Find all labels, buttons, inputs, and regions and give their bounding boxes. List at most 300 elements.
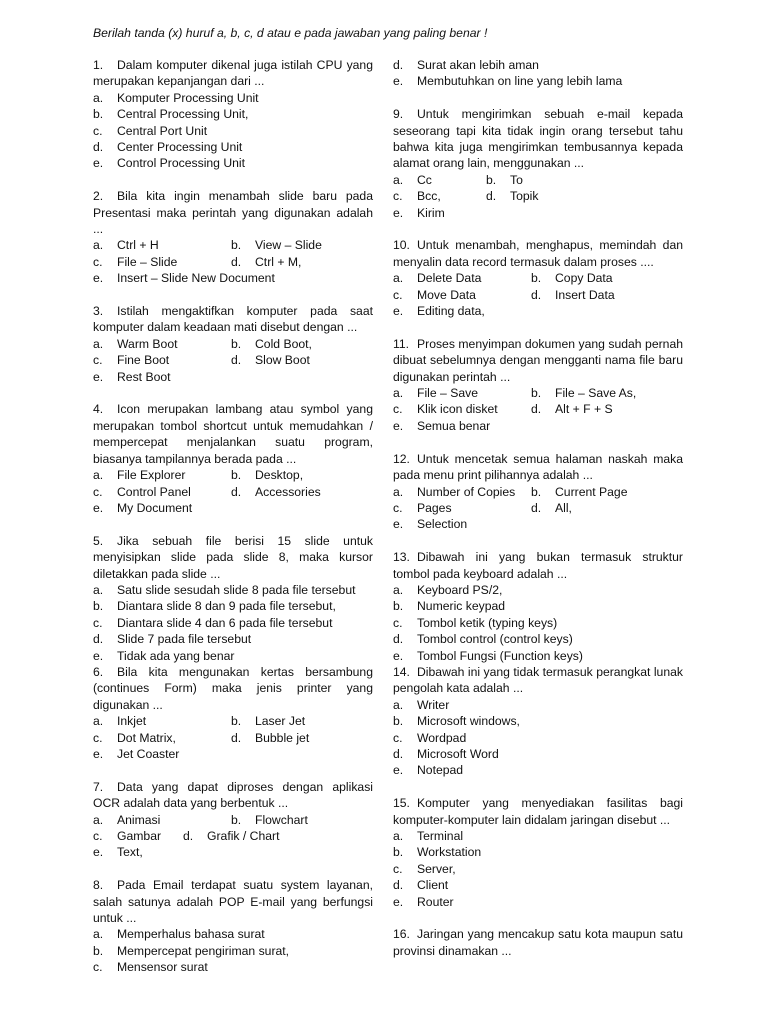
option-d[interactable] bbox=[531, 401, 613, 417]
question-8 bbox=[93, 877, 373, 975]
option-letter: a. bbox=[93, 582, 104, 597]
option-text: Pages bbox=[417, 500, 452, 515]
question-number: 14. bbox=[393, 664, 410, 679]
option-row bbox=[93, 467, 373, 483]
option-text: Desktop, bbox=[255, 468, 304, 483]
option-letter: b. bbox=[231, 238, 242, 253]
option-text: Mensensor surat bbox=[117, 960, 208, 975]
option-e[interactable] bbox=[393, 894, 683, 910]
option-c[interactable] bbox=[93, 484, 231, 500]
question-number: 2. bbox=[93, 189, 104, 204]
option-letter: b. bbox=[486, 172, 497, 187]
option-a[interactable] bbox=[93, 467, 231, 483]
option-row bbox=[393, 401, 683, 417]
option-c[interactable] bbox=[93, 123, 373, 139]
option-letter: c. bbox=[93, 353, 103, 368]
option-d[interactable] bbox=[393, 57, 683, 73]
option-text: Mempercepat pengiriman surat, bbox=[117, 943, 290, 958]
option-a[interactable] bbox=[93, 336, 231, 352]
option-row bbox=[393, 270, 683, 286]
option-letter: e. bbox=[93, 500, 104, 515]
option-a[interactable] bbox=[93, 237, 231, 253]
option-text: Warm Boot bbox=[117, 336, 178, 351]
option-e[interactable] bbox=[393, 73, 683, 89]
question-8-continued bbox=[393, 57, 683, 90]
question-13 bbox=[393, 549, 683, 664]
option-e[interactable] bbox=[93, 155, 373, 171]
option-text: Topik bbox=[510, 189, 539, 204]
question-stem bbox=[393, 336, 683, 385]
option-text: Laser Jet bbox=[255, 714, 306, 729]
option-text: My Document bbox=[117, 500, 193, 515]
option-row bbox=[93, 484, 373, 500]
option-c[interactable] bbox=[93, 352, 231, 368]
option-letter: d. bbox=[393, 632, 404, 647]
option-text: File – Slide bbox=[117, 254, 178, 269]
option-b[interactable] bbox=[486, 172, 523, 188]
option-a[interactable] bbox=[93, 713, 231, 729]
option-letter: a. bbox=[393, 829, 404, 843]
question-number: 16. bbox=[393, 927, 410, 942]
option-letter: b. bbox=[231, 336, 242, 351]
option-c[interactable] bbox=[393, 188, 486, 204]
option-letter: d. bbox=[393, 746, 404, 761]
option-b[interactable] bbox=[231, 812, 308, 828]
question-3 bbox=[93, 303, 373, 385]
option-text: Center Processing Unit bbox=[117, 140, 243, 155]
option-a[interactable] bbox=[393, 270, 531, 286]
question-number: 3. bbox=[93, 304, 104, 319]
question-15 bbox=[393, 795, 683, 910]
option-text: Copy Data bbox=[555, 271, 613, 286]
option-letter: c. bbox=[93, 123, 103, 138]
option-text: Diantara slide 4 dan 6 pada file tersebut bbox=[117, 615, 333, 630]
option-text: Surat akan lebih aman bbox=[417, 58, 539, 72]
question-text: Icon merupakan lambang atau symbol yang merupakan tombol shortcut untuk memudahkan / mempercepat menjalankan suatu program, biasanya tampilannya berada pada ... bbox=[93, 402, 373, 466]
option-letter: d. bbox=[393, 878, 404, 893]
question-5 bbox=[93, 533, 373, 664]
question-14 bbox=[393, 664, 683, 779]
option-row bbox=[93, 336, 373, 352]
option-letter: b. bbox=[531, 484, 542, 499]
option-text: Jet Coaster bbox=[117, 747, 180, 761]
option-text: Control Panel bbox=[117, 484, 191, 499]
option-e[interactable] bbox=[93, 844, 373, 860]
option-letter: c. bbox=[93, 484, 103, 499]
option-letter: b. bbox=[93, 943, 104, 958]
question-stem bbox=[393, 795, 683, 828]
option-text: Dot Matrix, bbox=[117, 730, 176, 745]
option-c[interactable] bbox=[393, 401, 531, 417]
option-letter: b. bbox=[231, 812, 242, 827]
option-row bbox=[93, 352, 373, 368]
option-text: Wordpad bbox=[417, 730, 467, 745]
question-text: Jika sebuah file berisi 15 slide untuk menyisipkan slide pada slide 8, maka kursor diletakkan pada slide ... bbox=[93, 533, 373, 581]
option-letter: b. bbox=[393, 599, 404, 614]
option-text: Kirim bbox=[417, 205, 445, 220]
option-e[interactable] bbox=[393, 303, 683, 319]
option-a[interactable] bbox=[93, 90, 373, 106]
question-text: Data yang dapat diproses dengan aplikasi OCR adalah data yang berbentuk ... bbox=[93, 779, 373, 811]
option-d[interactable] bbox=[486, 188, 538, 204]
option-c[interactable] bbox=[93, 828, 183, 844]
option-text: Writer bbox=[417, 697, 450, 712]
option-text: Editing data, bbox=[417, 304, 485, 319]
right-column bbox=[393, 57, 683, 959]
option-letter: a. bbox=[393, 172, 404, 187]
option-d[interactable] bbox=[231, 254, 301, 270]
option-letter: e. bbox=[93, 845, 104, 860]
option-letter: c. bbox=[393, 730, 403, 745]
option-text: Number of Copies bbox=[417, 484, 516, 499]
option-a[interactable] bbox=[393, 172, 486, 188]
option-letter: c. bbox=[93, 730, 103, 745]
option-e[interactable] bbox=[393, 762, 683, 778]
option-row bbox=[93, 828, 373, 844]
option-text: Cold Boot, bbox=[255, 336, 312, 351]
option-text: Flowchart bbox=[255, 812, 308, 827]
option-d[interactable] bbox=[393, 631, 683, 647]
option-row bbox=[393, 385, 683, 401]
option-row bbox=[393, 287, 683, 303]
option-letter: d. bbox=[231, 484, 242, 499]
option-b[interactable] bbox=[531, 270, 613, 286]
option-text: Rest Boot bbox=[117, 369, 171, 384]
option-e[interactable] bbox=[93, 270, 373, 286]
option-letter: a. bbox=[393, 386, 404, 401]
option-text: Terminal bbox=[417, 829, 464, 843]
option-letter: b. bbox=[531, 386, 542, 401]
option-b[interactable] bbox=[531, 385, 636, 401]
question-number: 5. bbox=[93, 533, 104, 548]
option-letter: b. bbox=[93, 599, 104, 614]
option-letter: c. bbox=[393, 615, 403, 630]
option-text: Central Processing Unit, bbox=[117, 107, 249, 122]
question-text: Pada Email terdapat suatu system layanan, salah satunya adalah POP E-mail yang berfungsi untuk ... bbox=[93, 878, 373, 926]
option-text: Membutuhkan on line yang lebih lama bbox=[417, 74, 623, 89]
option-c[interactable] bbox=[93, 730, 231, 746]
option-text: Inkjet bbox=[117, 714, 147, 729]
option-a[interactable] bbox=[93, 926, 373, 942]
option-text: Microsoft Word bbox=[417, 746, 499, 761]
option-text: Selection bbox=[417, 517, 468, 532]
question-number: 7. bbox=[93, 779, 104, 794]
option-c[interactable] bbox=[393, 500, 531, 516]
option-b[interactable] bbox=[231, 713, 305, 729]
option-text: Notepad bbox=[417, 763, 464, 778]
option-letter: a. bbox=[93, 714, 104, 729]
option-c[interactable] bbox=[393, 287, 531, 303]
option-e[interactable] bbox=[93, 369, 373, 385]
option-letter: e. bbox=[93, 369, 104, 384]
question-stem bbox=[93, 57, 373, 90]
option-b[interactable] bbox=[231, 237, 322, 253]
option-text: Satu slide sesudah slide 8 pada file tersebut bbox=[117, 582, 356, 597]
option-letter: e. bbox=[93, 156, 104, 171]
option-letter: a. bbox=[93, 812, 104, 827]
question-stem bbox=[93, 877, 373, 926]
question-text: Istilah mengaktifkan komputer pada saat komputer dalam keadaan mati disebut dengan ... bbox=[93, 304, 373, 335]
option-letter: e. bbox=[93, 747, 104, 761]
option-text: Keyboard PS/2, bbox=[417, 582, 503, 597]
option-letter: b. bbox=[393, 845, 404, 860]
option-text: File – Save bbox=[417, 386, 478, 401]
option-letter: c. bbox=[93, 615, 103, 630]
question-stem bbox=[93, 664, 373, 713]
question-number: 1. bbox=[93, 58, 104, 72]
option-c[interactable] bbox=[93, 959, 373, 975]
option-b[interactable] bbox=[93, 598, 373, 614]
option-text: Diantara slide 8 dan 9 pada file tersebut, bbox=[117, 599, 336, 614]
option-c[interactable] bbox=[393, 861, 683, 877]
option-letter: d. bbox=[531, 500, 542, 515]
option-letter: e. bbox=[393, 418, 404, 433]
question-stem bbox=[93, 303, 373, 336]
option-a[interactable] bbox=[393, 484, 531, 500]
option-letter: d. bbox=[93, 140, 104, 155]
option-text: Fine Boot bbox=[117, 353, 170, 368]
question-stem bbox=[93, 533, 373, 582]
question-number: 15. bbox=[393, 796, 410, 811]
question-number: 10. bbox=[393, 238, 410, 253]
option-letter: e. bbox=[393, 205, 404, 220]
question-stem bbox=[393, 237, 683, 270]
option-letter: e. bbox=[393, 763, 404, 778]
option-letter: c. bbox=[93, 960, 103, 975]
option-text: Tombol ketik (typing keys) bbox=[417, 615, 558, 630]
option-letter: d. bbox=[486, 189, 497, 204]
option-c[interactable] bbox=[93, 615, 373, 631]
option-letter: e. bbox=[393, 648, 404, 663]
option-text: Komputer Processing Unit bbox=[117, 90, 259, 105]
option-text: File – Save As, bbox=[555, 386, 637, 401]
question-text: Bila kita mengunakan kertas bersambung (continues Form) maka jenis printer yang digunakan ... bbox=[93, 664, 373, 712]
option-b[interactable] bbox=[531, 484, 628, 500]
option-text: Tombol control (control keys) bbox=[417, 632, 573, 647]
question-stem bbox=[393, 549, 683, 582]
option-letter: d. bbox=[531, 287, 542, 302]
option-letter: b. bbox=[531, 271, 542, 286]
question-text: Dibawah ini yang bukan termasuk struktur tombol pada keyboard adalah ... bbox=[393, 550, 683, 581]
option-letter: d. bbox=[93, 632, 104, 647]
question-9 bbox=[393, 106, 683, 221]
option-letter: b. bbox=[231, 468, 242, 483]
question-text: Komputer yang menyediakan fasilitas bagi komputer-komputer lain didalam jaringan disebut ... bbox=[393, 796, 683, 827]
option-e[interactable] bbox=[393, 516, 683, 532]
option-letter: a. bbox=[93, 90, 104, 105]
option-row bbox=[93, 237, 373, 253]
option-letter: e. bbox=[93, 271, 104, 286]
option-letter: e. bbox=[93, 648, 104, 663]
option-letter: b. bbox=[93, 107, 104, 122]
option-text: All, bbox=[555, 500, 572, 515]
option-letter: c. bbox=[393, 189, 403, 204]
option-d[interactable] bbox=[393, 877, 683, 893]
option-text: Microsoft windows, bbox=[417, 714, 520, 729]
option-text: Bcc, bbox=[417, 189, 441, 204]
question-stem bbox=[393, 106, 683, 172]
option-letter: a. bbox=[93, 238, 104, 253]
question-stem bbox=[93, 188, 373, 237]
option-letter: c. bbox=[393, 287, 403, 302]
question-4 bbox=[93, 401, 373, 516]
question-text: Untuk mengirimkan sebuah e-mail kepada seseorang tapi kita tidak ingin orang tersebut tahu bahwa kita juga mengirimkan tembusannya kepada alamat orang lain, menggunakan ... bbox=[393, 107, 683, 171]
option-text: Cc bbox=[417, 172, 432, 187]
option-a[interactable] bbox=[393, 828, 683, 844]
option-row bbox=[93, 713, 373, 729]
question-stem bbox=[93, 401, 373, 467]
question-text: Jaringan yang mencakup satu kota maupun satu provinsi dinamakan ... bbox=[393, 927, 683, 958]
option-letter: a. bbox=[93, 927, 104, 942]
option-a[interactable] bbox=[393, 385, 531, 401]
option-text: View – Slide bbox=[255, 238, 322, 253]
option-a[interactable] bbox=[93, 582, 373, 598]
option-text: Grafik / Chart bbox=[207, 829, 280, 844]
option-text: Tombol Fungsi (Function keys) bbox=[417, 648, 583, 663]
option-text: Control Processing Unit bbox=[117, 156, 246, 171]
option-d[interactable] bbox=[393, 746, 683, 762]
option-letter: d. bbox=[393, 58, 404, 72]
option-d[interactable] bbox=[93, 139, 373, 155]
left-column bbox=[93, 57, 373, 976]
option-b[interactable] bbox=[231, 336, 312, 352]
question-11 bbox=[393, 336, 683, 434]
question-16 bbox=[393, 926, 683, 959]
question-2 bbox=[93, 188, 373, 286]
option-c[interactable] bbox=[393, 615, 683, 631]
option-letter: a. bbox=[393, 582, 404, 597]
option-d[interactable] bbox=[531, 287, 615, 303]
option-d[interactable] bbox=[231, 352, 310, 368]
question-text: Proses menyimpan dokumen yang sudah pernah dibuat sebelumnya dengan mengganti nama file baru digunakan perintah ... bbox=[393, 336, 683, 384]
option-text: Central Port Unit bbox=[117, 123, 208, 138]
option-text: Client bbox=[417, 878, 449, 893]
question-stem bbox=[393, 926, 683, 959]
option-a[interactable] bbox=[93, 812, 231, 828]
option-row bbox=[93, 812, 373, 828]
question-number: 13. bbox=[393, 550, 410, 565]
option-e[interactable] bbox=[93, 648, 373, 664]
question-text: Untuk mencetak semua halaman naskah maka pada menu print pilihannya adalah ... bbox=[393, 451, 683, 483]
option-text: Router bbox=[417, 894, 454, 909]
option-text: Move Data bbox=[417, 287, 476, 302]
option-letter: c. bbox=[393, 861, 403, 876]
option-e[interactable] bbox=[393, 205, 683, 221]
option-e[interactable] bbox=[393, 418, 683, 434]
option-d[interactable] bbox=[183, 828, 279, 844]
question-12 bbox=[393, 451, 683, 533]
instruction-text: Berilah tanda (x) huruf a, b, c, d atau e pada jawaban yang paling benar ! bbox=[93, 26, 488, 40]
option-letter: c. bbox=[393, 402, 403, 417]
option-text: Ctrl + M, bbox=[255, 254, 302, 269]
question-number: 4. bbox=[93, 402, 104, 417]
option-text: Alt + F + S bbox=[555, 402, 613, 417]
question-stem bbox=[93, 779, 373, 812]
option-text: Memperhalus bahasa surat bbox=[117, 927, 265, 942]
question-number: 6. bbox=[93, 664, 104, 679]
option-letter: a. bbox=[393, 697, 404, 712]
option-row bbox=[393, 172, 683, 188]
option-letter: c. bbox=[93, 829, 103, 844]
option-letter: e. bbox=[393, 304, 404, 319]
option-letter: b. bbox=[393, 714, 404, 729]
option-letter: a. bbox=[393, 271, 404, 286]
option-row bbox=[93, 254, 373, 270]
option-letter: d. bbox=[231, 254, 242, 269]
option-letter: d. bbox=[231, 353, 242, 368]
option-b[interactable] bbox=[393, 598, 683, 614]
option-letter: b. bbox=[231, 714, 242, 729]
question-number: 9. bbox=[393, 107, 404, 122]
option-text: Workstation bbox=[417, 845, 482, 860]
option-text: Semua benar bbox=[417, 418, 491, 433]
option-d[interactable] bbox=[231, 730, 309, 746]
option-d[interactable] bbox=[231, 484, 321, 500]
question-number: 12. bbox=[393, 451, 410, 466]
option-text: Slow Boot bbox=[255, 353, 310, 368]
option-e[interactable] bbox=[93, 500, 373, 516]
option-d[interactable] bbox=[93, 631, 373, 647]
option-letter: a. bbox=[93, 336, 104, 351]
option-letter: a. bbox=[393, 484, 404, 499]
option-text: To bbox=[510, 172, 523, 187]
question-7 bbox=[93, 779, 373, 861]
option-text: File Explorer bbox=[117, 468, 186, 483]
option-b[interactable] bbox=[93, 106, 373, 122]
option-letter: e. bbox=[393, 517, 404, 532]
option-e[interactable] bbox=[93, 746, 373, 762]
option-row bbox=[393, 188, 683, 204]
question-number: 11. bbox=[393, 336, 410, 351]
question-stem bbox=[393, 664, 683, 697]
option-text: Klik icon disket bbox=[417, 402, 498, 417]
option-text: Server, bbox=[417, 861, 456, 876]
question-1 bbox=[93, 57, 373, 172]
question-10 bbox=[393, 237, 683, 319]
question-text: Untuk menambah, menghapus, memindah dan menyalin data record termasuk dalam proses .... bbox=[393, 238, 683, 269]
option-text: Numeric keypad bbox=[417, 599, 506, 614]
option-letter: a. bbox=[93, 468, 104, 483]
question-stem bbox=[393, 451, 683, 484]
question-text: Bila kita ingin menambah slide baru pada Presentasi maka perintah yang digunakan adalah ... bbox=[93, 189, 373, 237]
option-text: Gambar bbox=[117, 829, 162, 844]
question-text: Dibawah ini yang tidak termasuk perangkat lunak pengolah kata adalah ... bbox=[393, 664, 683, 696]
option-letter: c. bbox=[393, 500, 403, 515]
option-b[interactable] bbox=[231, 467, 303, 483]
option-d[interactable] bbox=[531, 500, 572, 516]
option-b[interactable] bbox=[93, 943, 373, 959]
option-letter: d. bbox=[531, 402, 542, 417]
option-a[interactable] bbox=[393, 697, 683, 713]
option-text: Bubble jet bbox=[255, 730, 310, 745]
option-text: Insert Data bbox=[555, 287, 615, 302]
option-text: Tidak ada yang benar bbox=[117, 648, 235, 663]
question-6 bbox=[93, 664, 373, 762]
option-text: Ctrl + H bbox=[117, 238, 159, 253]
option-a[interactable] bbox=[393, 582, 683, 598]
option-b[interactable] bbox=[393, 844, 683, 860]
option-text: Current Page bbox=[555, 484, 628, 499]
option-e[interactable] bbox=[393, 648, 683, 664]
option-letter: d. bbox=[183, 829, 194, 844]
option-c[interactable] bbox=[93, 254, 231, 270]
option-text: Accessories bbox=[255, 484, 321, 499]
option-row bbox=[393, 500, 683, 516]
question-number: 8. bbox=[93, 878, 104, 893]
option-c[interactable] bbox=[393, 730, 683, 746]
option-b[interactable] bbox=[393, 713, 683, 729]
option-text: Animasi bbox=[117, 812, 161, 827]
